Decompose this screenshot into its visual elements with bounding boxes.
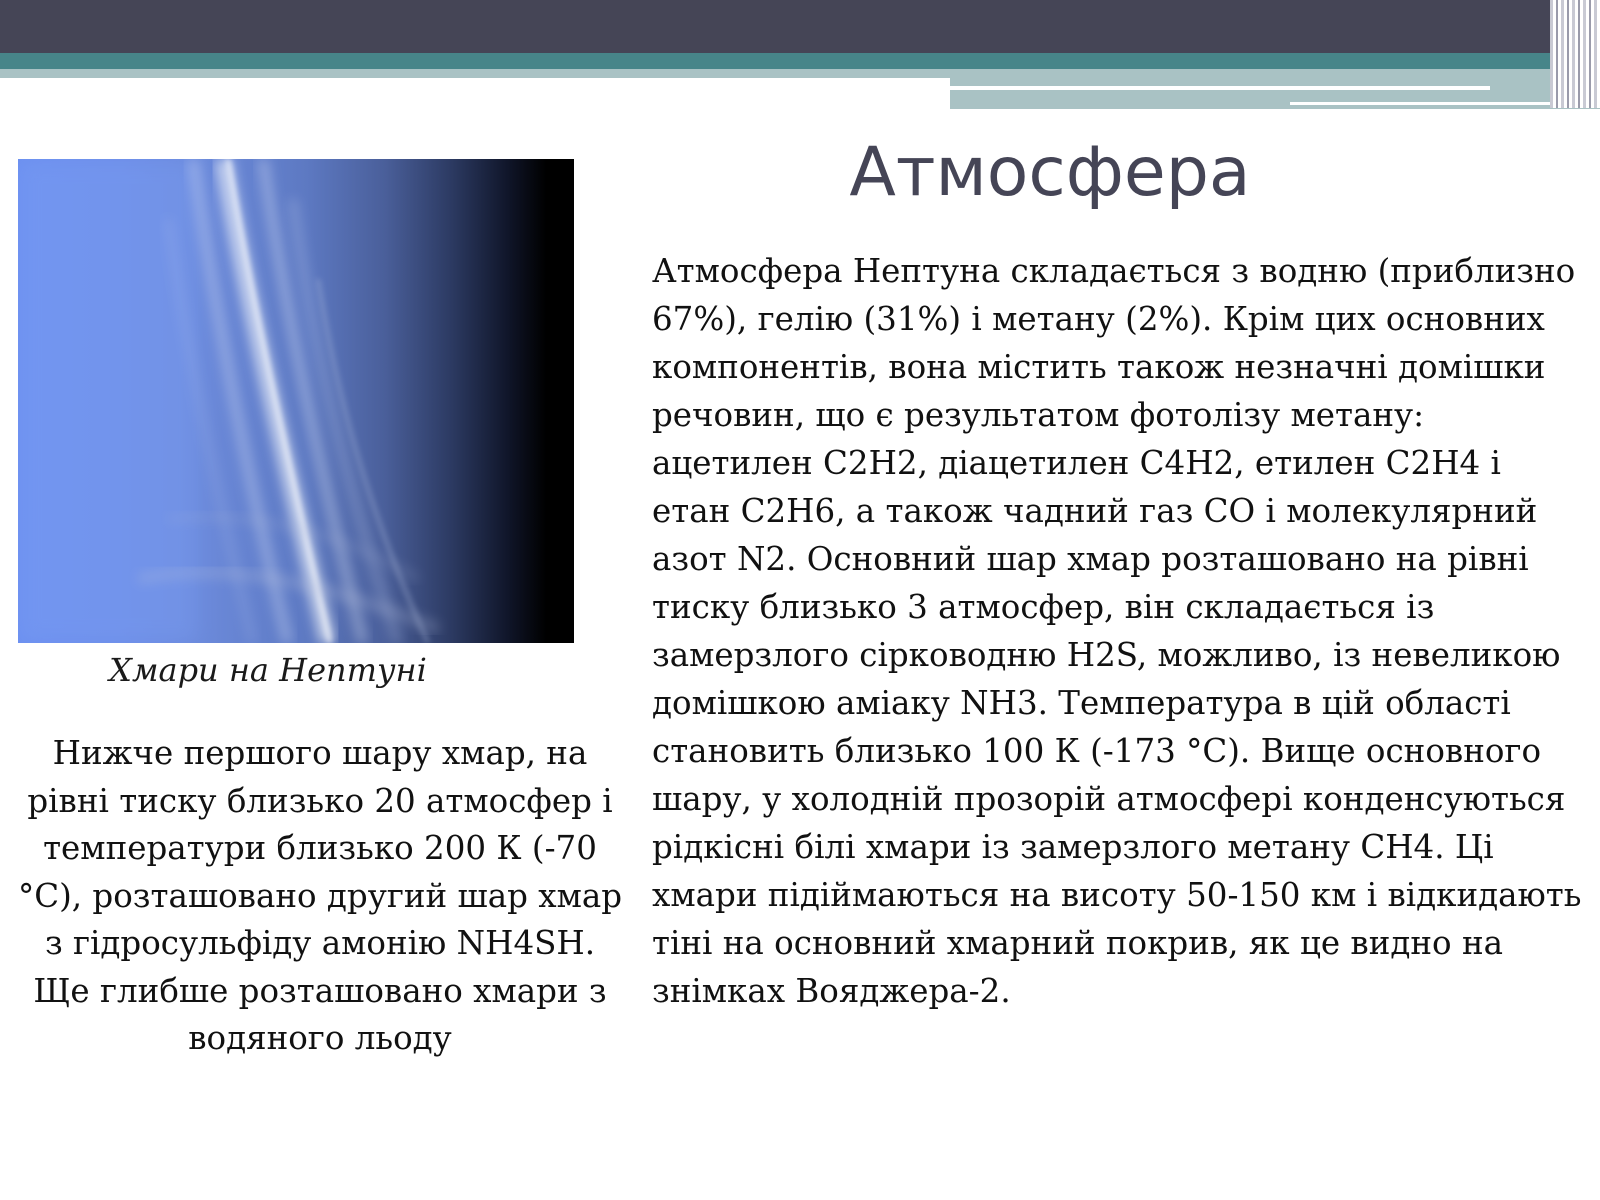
right-body-text: Атмосфера Нептуна складається з водню (приблизно 67%), гелію (31%) і метану (2%). Крім цих основних компонентів, вона містить також незначні домішки речовин, що є результатом фотолізу метану: ацетилен C2H2, діацетилен C4H2, етилен C2H4 і етан C2H6, а також чадний газ CO і молекулярний азот N2. Основний шар хмар розташовано на рівні тиску близько 3 атмосфер, він складається із замерзлого сірководню H2S, можливо, із невеликою домішкою аміаку NH3. Температура в цій області становить близько 100 К (-173 °C). Вище основного шару, у холодній прозорій атмосфері конденсуються рідкісні білі хмари із замерзлого метану CH4. Ці хмари підіймаються на висоту 50-150 км і відкидають тіні на основний хмарний покрив, як це видно на знімках Вояджера-2. [652,252,1582,1010]
left-body-text: Нижче першого шару хмар, на рівні тиску близько 20 атмосфер і температури близько 200 К (-70 °C), розташовано другий шар хмар з гідросульфіду амонію NH4SH. Ще глибше розташовано хмари з водяного льоду [17,734,623,1057]
slide-title: Атмосфера [849,133,1251,212]
cloud-streaks-image [18,159,574,643]
header-bar-teal [0,53,1600,69]
header-bar-light [0,69,950,78]
image-caption: Хмари на Нептуні [109,651,427,689]
header-bar-dark [0,0,1600,53]
neptune-clouds-photo [18,159,574,643]
header-stripe-panel [1550,0,1600,108]
header-divider-line [950,86,1490,90]
